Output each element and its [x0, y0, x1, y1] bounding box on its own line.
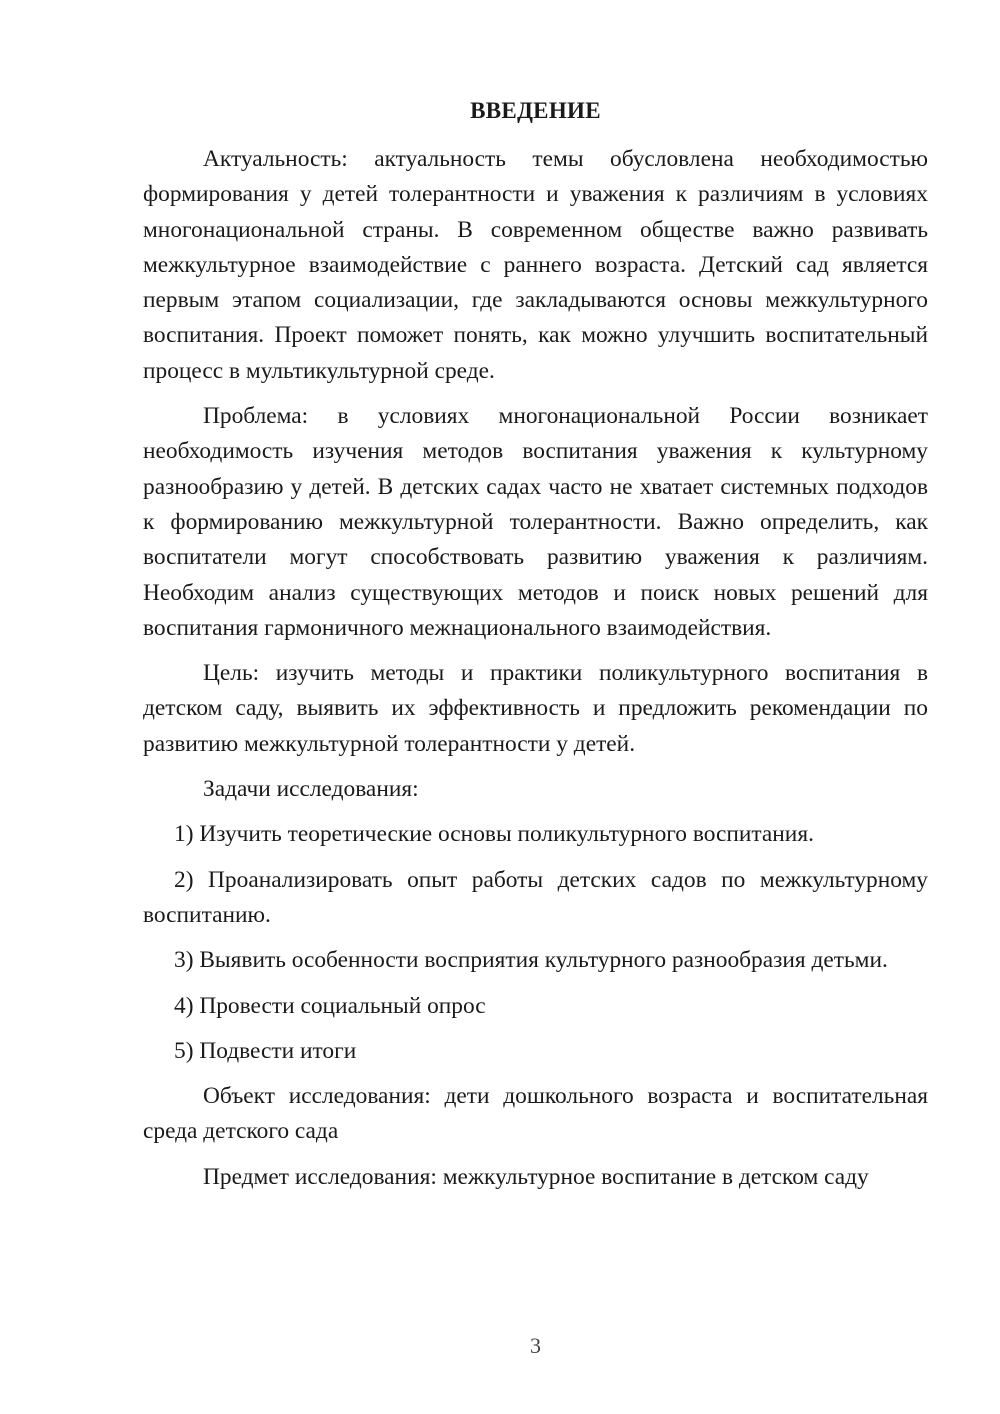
task-item-5: 5) Подвести итоги [174, 1037, 357, 1064]
page-number: 3 [530, 1333, 541, 1358]
paragraph-object: Объект исследования: дети дошкольного возраста и воспитательная среда детского сада [143, 1083, 928, 1145]
document-body [143, 142, 928, 1205]
tasks-heading: Задачи исследования: [203, 776, 419, 803]
paragraph-relevance: Актуальность: актуальность темы обусловлена необходимостью формирования у детей толерантности и уважения к различиям в условиях многонациональной страны. В современном обществе важно развивать межкультурное взаимодействие с раннего возраста. Детский сад является первым этапом социализации, где закладываются основы межкультурного воспитания. Проект поможет понять, как можно улучшить воспитательный процесс в мультикультурной среде. [143, 146, 928, 384]
document-page [143, 0, 928, 1414]
task-item-3: 3) Выявить особенности восприятия культурного разнообразия детьми. [174, 947, 888, 974]
paragraph-problem: Проблема: в условиях многонациональной России возникает необходимость изучения методов воспитания уважения к культурному разнообразию у детей. В детских садах часто не хватает системных подходов к формированию межкультурной толерантности. Важно определить, как воспитатели могут способствовать развитию уважения к различиям. Необходим анализ существующих методов и поиск новых решений для воспитания гармоничного межнационального взаимодействия. [143, 403, 928, 641]
page-title: ВВЕДЕНИЕ [470, 98, 601, 123]
task-item-2: 2) Проанализировать опыт работы детских садов по межкультурному воспитанию. [143, 866, 928, 928]
paragraph-goal: Цель: изучить методы и практики поликультурного воспитания в детском саду, выявить их эффективность и предложить рекомендации по развитию межкультурной толерантности у детей. [143, 660, 928, 757]
task-item-1: 1) Изучить теоретические основы поликультурного воспитания. [174, 821, 814, 848]
paragraph-subject: Предмет исследования: межкультурное воспитание в детском саду [203, 1163, 869, 1190]
task-item-4: 4) Провести социальный опрос [174, 992, 486, 1019]
